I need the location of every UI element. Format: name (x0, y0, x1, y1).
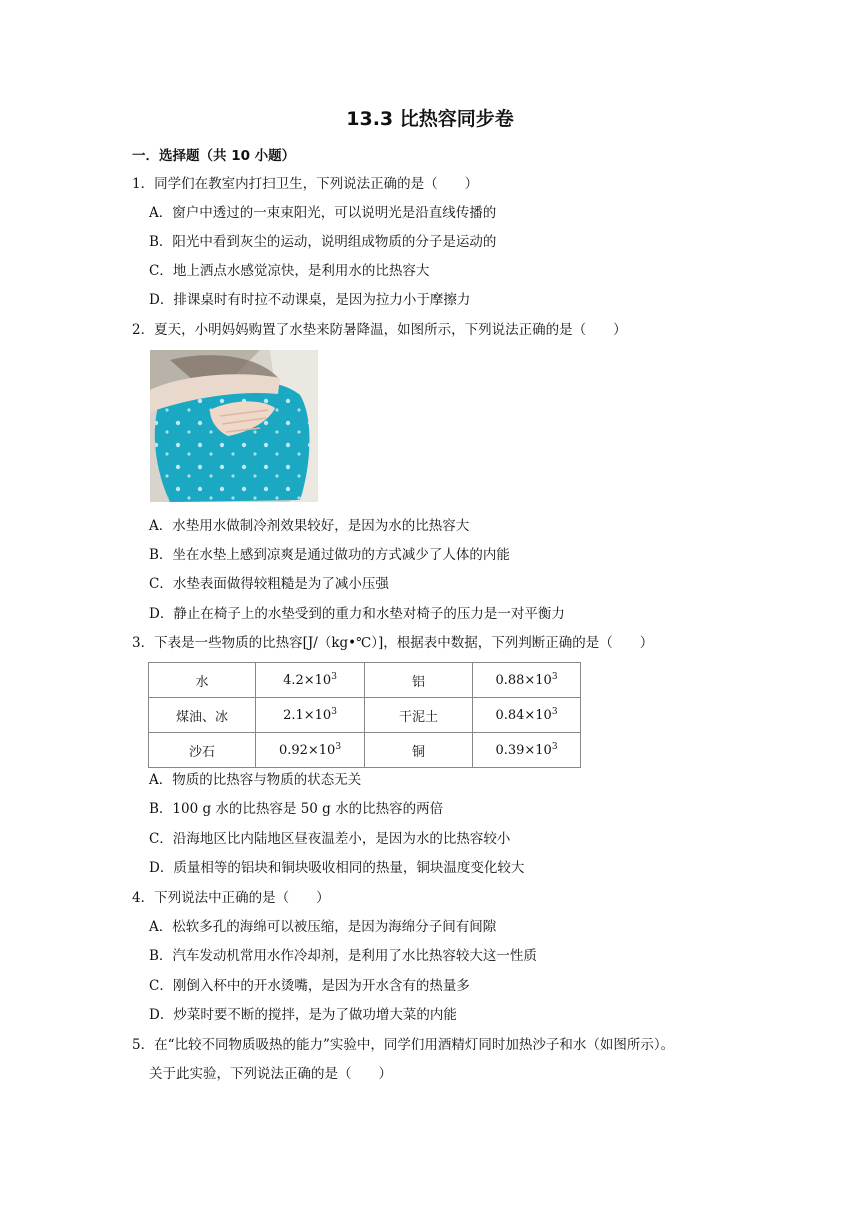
table-cell: $2.1\times 10^3$ (256, 698, 365, 733)
question-1-option-a: A．窗户中透过的一束束阳光，可以说明光是沿直线传播的 (149, 205, 497, 221)
specific-heat-table (148, 662, 581, 768)
question-1-stem: 1．同学们在教室内打扫卫生，下列说法正确的是（ ） (132, 176, 479, 192)
question-2-option-b: B．坐在水垫上感到凉爽是通过做功的方式减少了人体的内能 (149, 547, 510, 563)
question-4-option-c: C．刚倒入杯中的开水烫嘴，是因为开水含有的热量多 (149, 978, 470, 994)
question-5-stem: 5．在“比较不同物质吸热的能力”实验中，同学们用酒精灯同时加热沙子和水（如图所示）。 (132, 1037, 675, 1053)
table-cell: 干泥土 (365, 698, 473, 733)
question-2-option-a: A．水垫用水做制冷剂效果较好，是因为水的比热容大 (149, 518, 470, 534)
table-cell: 沙石 (149, 733, 256, 768)
page-title: 13.3 比热容同步卷 (346, 108, 514, 130)
question-2-option-c: C．水垫表面做得较粗糙是为了减小压强 (149, 576, 389, 592)
question-3-option-b: B．100 g 水的比热容是 50 g 水的比热容的两倍 (149, 801, 444, 817)
table-cell: 水 (149, 663, 256, 698)
table-cell: 铝 (365, 663, 473, 698)
table-cell: $0.84\times 10^3$ (473, 698, 581, 733)
table-cell: $0.92\times 10^3$ (256, 733, 365, 768)
table-row (149, 698, 581, 733)
question-2-stem: 2．夏天，小明妈妈购置了水垫来防暑降温，如图所示，下列说法正确的是（ ） (132, 322, 627, 338)
question-4-option-a: A．松软多孔的海绵可以被压缩，是因为海绵分子间有间隙 (149, 919, 497, 935)
question-3-option-c: C．沿海地区比内陆地区昼夜温差小，是因为水的比热容较小 (149, 831, 511, 847)
question-4-stem: 4．下列说法中正确的是（ ） (132, 890, 330, 906)
question-4-option-b: B．汽车发动机常用水作冷却剂，是利用了水比热容较大这一性质 (149, 948, 537, 964)
question-3-option-a: A．物质的比热容与物质的状态无关 (149, 772, 362, 788)
question-4-option-d: D．炒菜时要不断的搅拌，是为了做功增大菜的内能 (149, 1007, 457, 1023)
question-1-option-b: B．阳光中看到灰尘的运动，说明组成物质的分子是运动的 (149, 234, 497, 250)
table-cell: $0.39\times 10^3$ (473, 733, 581, 768)
question-2-option-d: D．静止在椅子上的水垫受到的重力和水垫对椅子的压力是一对平衡力 (149, 606, 565, 622)
question-3-stem: 3．下表是一些物质的比热容[J/（kg•℃）]，根据表中数据，下列判断正确的是（ ） (132, 635, 654, 651)
table-cell: 铜 (365, 733, 473, 768)
water-cushion-photo (150, 350, 318, 502)
question-5-stem-continued: 关于此实验，下列说法正确的是（ ） (149, 1066, 392, 1082)
table-cell: $4.2\times 10^3$ (256, 663, 365, 698)
question-1-option-d: D．排课桌时有时拉不动课桌，是因为拉力小于摩擦力 (149, 292, 471, 308)
section-heading: 一．选择题（共 10 小题） (132, 148, 296, 164)
table-cell: $0.88\times 10^3$ (473, 663, 581, 698)
question-1-option-c: C．地上洒点水感觉凉快，是利用水的比热容大 (149, 263, 430, 279)
table-row (149, 663, 581, 698)
question-3-option-d: D．质量相等的铝块和铜块吸收相同的热量，铜块温度变化较大 (149, 860, 525, 876)
table-cell: 煤油、冰 (149, 698, 256, 733)
table-row (149, 733, 581, 768)
